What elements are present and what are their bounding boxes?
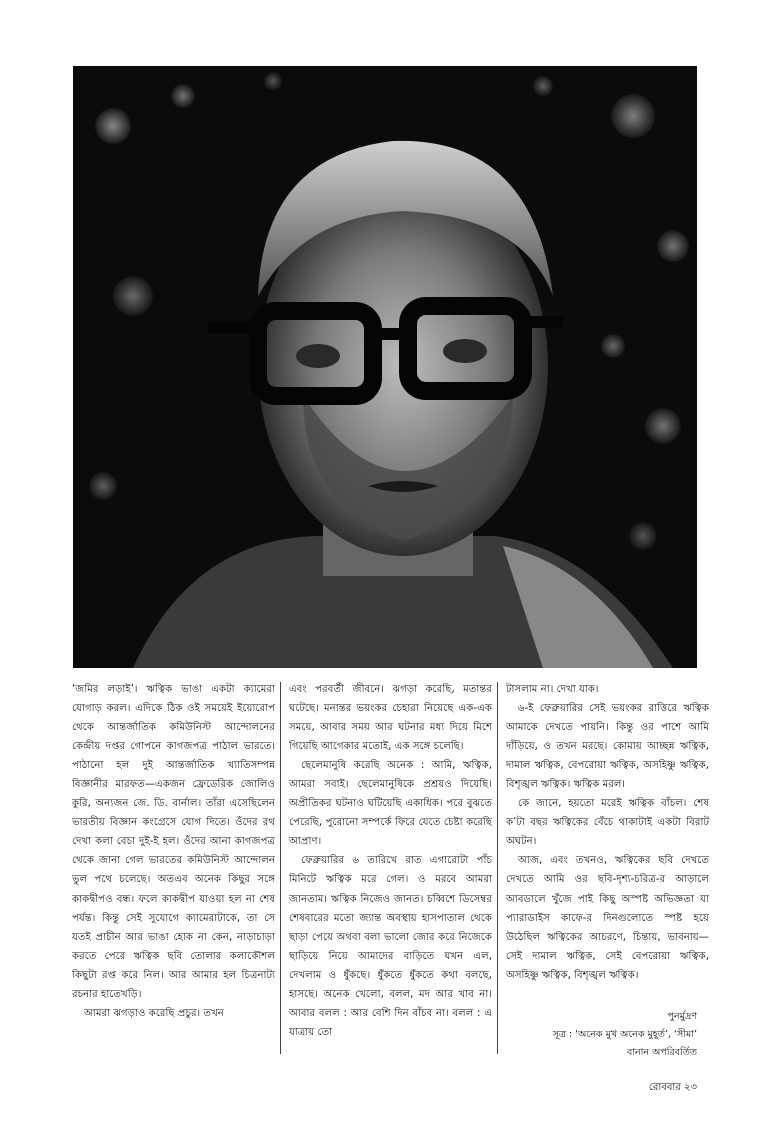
- paragraph: কে জানে, হয়তো মরেই ঋত্বিক বাঁচল। শেষ ক’টা বছর ঋত্বিকের বেঁচে থাকাটাই একটা বিরাট অঘটন।: [506, 798, 709, 848]
- spelling-note: বানান অপরিবর্তিত: [626, 1047, 697, 1058]
- page-folio: রোববার ২৩: [648, 1082, 697, 1093]
- paragraph: আমরা ঝগড়াও করেছি প্রচুর। তখন: [84, 1007, 224, 1019]
- column-divider: [280, 682, 281, 1054]
- column-divider: [497, 682, 498, 1054]
- article-column-2: [289, 680, 492, 1070]
- article-column-1: [72, 680, 275, 1070]
- paragraph: টাসলাম না। দেখা যাক।: [506, 684, 599, 695]
- paragraph: ফেব্রুয়ারির ৬ তারিখে রাত এগারোটা পাঁচ মিনিটে ঋত্বিক মরে গেল। ও মরবে আমরা জানতাম। ঋত্বিক নিজেও জানত। চব্বিশে ডিসেম্বর শেষবারের মতো জ্যান্ত অবস্থায় হাসপাতাল থেকে ছাড়া পেয়ে অথবা বলা ভালো জোর করে নিজেকে ছাড়িয়ে নিয়ে আমাদের বাড়িতে যখন এল, দেখলাম ও ধুঁকছে। ধুঁকতে ধুঁকতে কথা বলছে, হাসছে। অনেক খেলো, বলল, মদ আর খাব না। আবার বলল : আর বেশি দিন বাঁচব না। বলল : এ যাত্রায় তো: [289, 855, 492, 1038]
- paragraph: আজ, এবং তখনও, ঋত্বিকের ছবি দেখতে দেখতে আমি ওর ছবি-দৃশ্য-চরিত্র-র আড়ালে আবডালে খুঁজে পাই কিছু অস্পষ্ট অভিজ্ঞতা যা প্যারাডাইস কাফে-র দিনগুলোতে স্পষ্ট হয়ে উঠেছিল ঋত্বিকের আচরণে, চিন্তায়, ভাবনায়—সেই দামাল ঋত্বিক, সেই বেপরোয়া ঋত্বিক, অসহিষ্ণু ঋত্বিক, বিশৃঙ্খল ঋত্বিক।: [506, 855, 709, 981]
- paragraph: ৬-ই ফেব্রুয়ারির সেই ভয়ংকর রাত্তিরে ঋত্বিক আমাকে দেখতে পায়নি। কিন্তু ওর পাশে আমি দাঁড়িয়ে, ও তখন মরছে। কোমায় আচ্ছন্ন ঋত্বিক, দামাল ঋত্বিক, বেপরোয়া ঋত্বিক, অসহিষ্ণু ঋত্বিক, বিশৃঙ্খল ঋত্বিক। ঋত্বিক মরল।: [506, 703, 709, 791]
- reprint-note: পুনর্মুদ্রণ: [667, 1011, 697, 1022]
- source-credit: সূত্র : ‘অনেক মুখ অনেক মুহূর্ত’, ‘সীমা’: [552, 1029, 697, 1040]
- paragraph: ‘জমির লড়াই’। ঋত্বিক ভাঙা একটা ক্যামেরা যোগাড় করল। এদিকে ঠিক ওই সময়েই ইয়োরোপ থেকে আন্তর্জাতিক কমিউনিস্ট আন্দোলনের কেন্দ্রীয় দপ্তর গোপনে কাগজপত্র পাঠাল ভারতে। পাঠানো হল দুই আন্তর্জাতিক খ্যাতিসম্পন্ন বিজ্ঞানীর মারফত—একজন ফ্রেডেরিক জোলিও কুরি, অন্যজন জে. ডি. বার্নাল। তাঁরা এসেছিলেন ভারতীয় বিজ্ঞান কংগ্রেসে যোগ দিতে। ওঁদের রথ দেখা কলা বেচা দুই-ই হল। ওঁদের আনা কাগজপত্র থেকে জানা গেল ভারতের কমিউনিস্ট আন্দোলন ভুল পথে চলেছে। অতএব অনেক কিছুর সঙ্গে কাকদ্বীপও বন্ধ। ফলে কাকদ্বীপ যাওয়া হল না শেষ পর্যন্ত। কিন্তু সেই সুযোগে ক্যামেরাটাকে, তা সে যতই প্রাচীন আর ভাঙা হোক না কেন, নাড়াচাড়া করতে পেরে ঋত্বিক ছবি তোলার কলাকৌশল কিছুটা রপ্ত করে নিল। আর আমার হল চিত্রনাট্য রচনার হাতেখড়ি।: [72, 684, 275, 1000]
- paragraph: ছেলেমানুষি করেছি অনেক : আমি, ঋত্বিক, আমরা সবাই। ছেলেমানুষিকে প্রশ্রয়ও দিয়েছি। অপ্রীতিকর ঘটনাও ঘটিয়েছি একাধিক। পরে বুঝতে পেরেছি, পুরোনো সম্পর্কে ফিরে যেতে চেষ্টা করেছি আপ্রাণ।: [289, 760, 492, 848]
- paragraph: এবং পরবর্তী জীবনে। ঝগড়া করেছি, মতান্তর ঘটেছে। মনান্তর ভয়ংকর চেহারা নিয়েছে এক-এক সময়ে, আবার সময় আর ঘটনার মধ্য দিয়ে মিশে গিয়েছি আগেকার মতোই, এক সঙ্গে চলেছি।: [289, 684, 492, 753]
- portrait-photo: [73, 66, 697, 668]
